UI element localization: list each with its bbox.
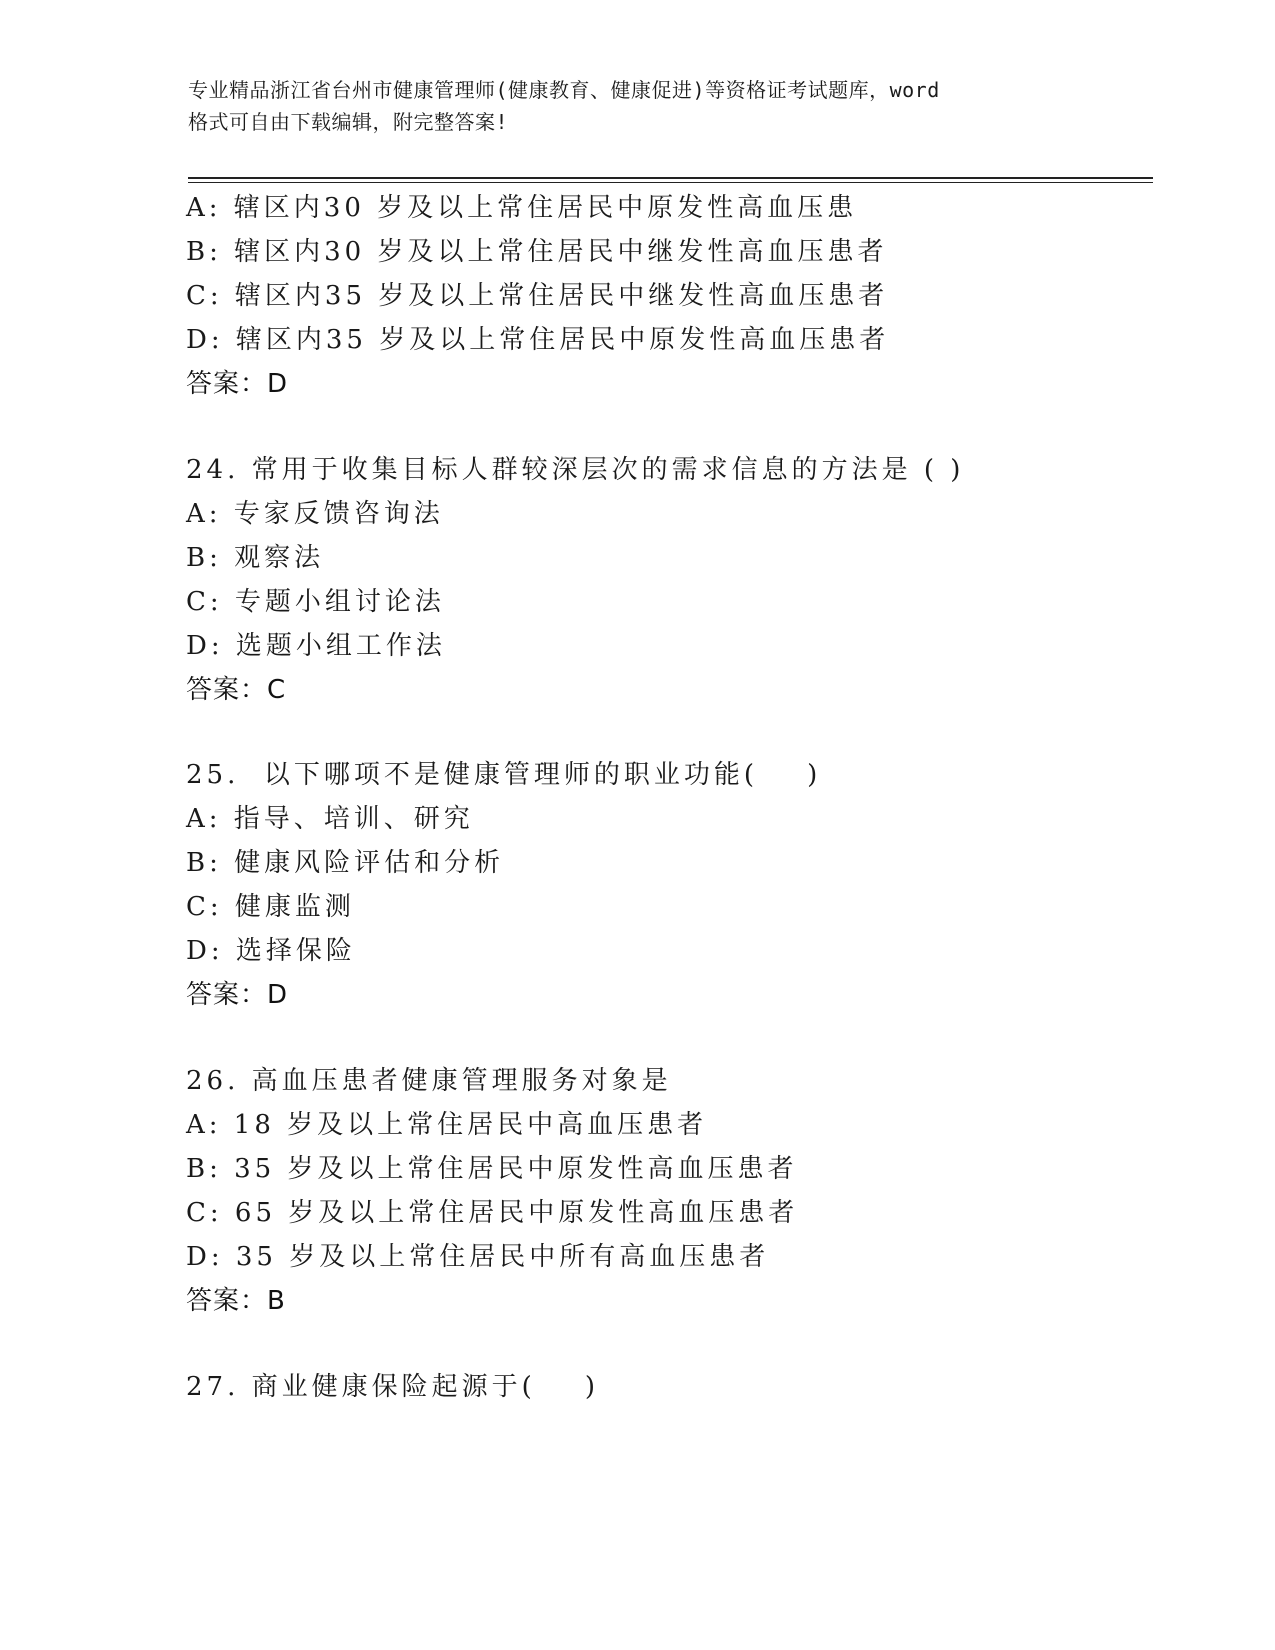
header-divider-thick — [188, 177, 1153, 179]
q26-option-d: D: 35 岁及以上常住居民中所有高血压患者 — [186, 1242, 770, 1272]
q26-question: 26. 高血压患者健康管理服务对象是 — [186, 1066, 672, 1096]
q24-option-d: D: 选题小组工作法 — [186, 631, 446, 661]
q26-option-a: A: 18 岁及以上常住居民中高血压患者 — [186, 1110, 708, 1140]
q23-option-d: D: 辖区内35 岁及以上常住居民中原发性高血压患者 — [186, 325, 890, 355]
q23-option-b: B: 辖区内30 岁及以上常住居民中继发性高血压患者 — [186, 237, 888, 267]
q27-question: 27. 商业健康保险起源于( ) — [186, 1372, 599, 1402]
q26-answer: 答案：B — [186, 1286, 286, 1316]
q25-answer: 答案：D — [186, 980, 289, 1010]
q25-question: 25. 以下哪项不是健康管理师的职业功能( ) — [186, 760, 822, 790]
q23-answer: 答案：D — [186, 369, 289, 399]
q25-option-a: A: 指导、培训、研究 — [186, 804, 474, 834]
q25-option-b: B: 健康风险评估和分析 — [186, 848, 505, 878]
q23-option-a: A: 辖区内30 岁及以上常住居民中原发性高血压患 — [186, 193, 858, 223]
q26-option-c: C: 65 岁及以上常住居民中原发性高血压患者 — [186, 1198, 799, 1228]
q23-option-c: C: 辖区内35 岁及以上常住居民中继发性高血压患者 — [186, 281, 889, 311]
q24-option-c: C: 专题小组讨论法 — [186, 587, 445, 617]
q24-answer: 答案：C — [186, 675, 287, 705]
header-line-2: 格式可自由下载编辑，附完整答案! — [188, 110, 509, 134]
q24-question: 24. 常用于收集目标人群较深层次的需求信息的方法是 ( ) — [186, 455, 965, 485]
q25-option-d: D: 选择保险 — [186, 936, 356, 966]
q24-option-b: B: 观察法 — [186, 543, 325, 573]
header-line-1: 专业精品浙江省台州市健康管理师(健康教育、健康促进)等资格证考试题库，word — [188, 78, 940, 102]
q26-option-b: B: 35 岁及以上常住居民中原发性高血压患者 — [186, 1154, 798, 1184]
q25-option-c: C: 健康监测 — [186, 892, 355, 922]
document-header — [188, 74, 1088, 138]
q24-option-a: A: 专家反馈咨询法 — [186, 499, 444, 529]
header-divider-thin — [188, 182, 1153, 183]
